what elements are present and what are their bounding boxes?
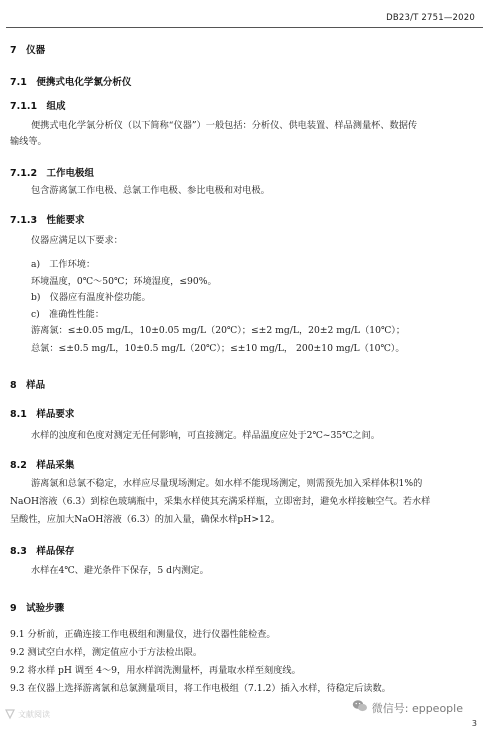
section-7-1-1-heading: 7.1.1 组成	[10, 101, 66, 112]
step-9-3: 9.3 在仪器上选择游离氯和总氯测量项目，将工作电极组（7.1.2）插入水样，待稳定后读数。	[10, 683, 391, 694]
wechat-id	[352, 699, 463, 716]
section-7-1-3-heading: 7.1.3 性能要求	[10, 215, 85, 226]
document-code: DB23/T 2751—2020	[386, 13, 475, 23]
item-c-total-chlorine: 总氯：≤±0.5 mg/L，10±0.5 mg/L（20℃）；≤±10 mg/L， 200±10 mg/L（10℃）。	[31, 343, 405, 354]
section-8-2-line-3: 呈酸性，应加大NaOH溶液（6.3）的加入量，确保水样pH>12。	[10, 514, 280, 525]
watermark-logo-icon	[4, 708, 16, 720]
section-8-1-text: 水样的浊度和色度对测定无任何影响，可直接测定。样品温度应处于2℃~35℃之间。	[31, 430, 380, 441]
section-7-1-1-text	[31, 118, 475, 134]
step-9-1: 9.1 分析前，正确连接工作电极组和测量仪，进行仪器性能检查。	[10, 629, 276, 640]
section-7-1-1-text-cont	[10, 134, 475, 150]
section-7-1-3-intro: 仪器应满足以下要求：	[31, 235, 123, 246]
page-number: 3	[471, 719, 477, 728]
section-8-3-heading: 8.3 样品保存	[10, 546, 75, 557]
watermark	[4, 708, 50, 720]
header-rule	[6, 27, 483, 28]
item-c-free-chlorine: 游离氯：≤±0.05 mg/L，10±0.05 mg/L（20℃）；≤±2 mg/L，20±2 mg/L（10℃）；	[31, 325, 406, 336]
section-8-2-line-2: NaOH溶液（6.3）到棕色玻璃瓶中，采集水样使其充满采样瓶，立即密封，避免水样接触空气。若水样	[10, 496, 431, 507]
section-9-heading: 9 试验步骤	[10, 603, 65, 614]
section-8-2-heading: 8.2 样品采集	[10, 460, 75, 471]
wechat-label: 微信号: eppeople	[371, 701, 463, 715]
section-7-1-2-text: 包含游离氯工作电极、总氯工作电极、参比电极和对电极。	[31, 185, 270, 196]
section-8-3-text: 水样在4℃、避光条件下保存，5 d内测定。	[31, 565, 209, 576]
section-7-1-2-heading: 7.1.2 工作电极组	[10, 168, 95, 179]
item-a-label: a) 工作环境：	[31, 259, 96, 270]
step-9-2-blank: 9.2 测试空白水样，测定值应小于方法检出限。	[10, 647, 203, 658]
item-b-label: b) 仪器应有温度补偿功能。	[31, 292, 151, 303]
item-a-text: 环境温度，0℃～50℃；环境湿度，≤90%。	[31, 276, 217, 287]
text-line: 输线等。	[10, 136, 47, 147]
item-c-label: c) 准确性性能：	[31, 309, 105, 320]
step-9-2-ph: 9.2 将水样 pH 调至 4～9，用水样润洗测量杯，再量取水样至刻度线。	[10, 665, 301, 676]
watermark-text: 文献阅读	[18, 709, 50, 719]
wechat-icon	[352, 699, 368, 716]
section-7-1-heading: 7.1 便携式电化学氯分析仪	[10, 77, 132, 88]
section-7-heading: 7 仪器	[10, 45, 46, 56]
text-line: 便携式电化学氯分析仪（以下简称“仪器”）一般包括：分析仪、供电装置、样品测量杯、数据传	[31, 120, 418, 131]
section-8-2-line-1: 游离氯和总氯不稳定，水样应尽量现场测定。如水样不能现场测定，则需预先加入采样体积1%的	[31, 478, 423, 489]
section-8-heading: 8 样品	[10, 380, 46, 391]
section-8-1-heading: 8.1 样品要求	[10, 409, 75, 420]
